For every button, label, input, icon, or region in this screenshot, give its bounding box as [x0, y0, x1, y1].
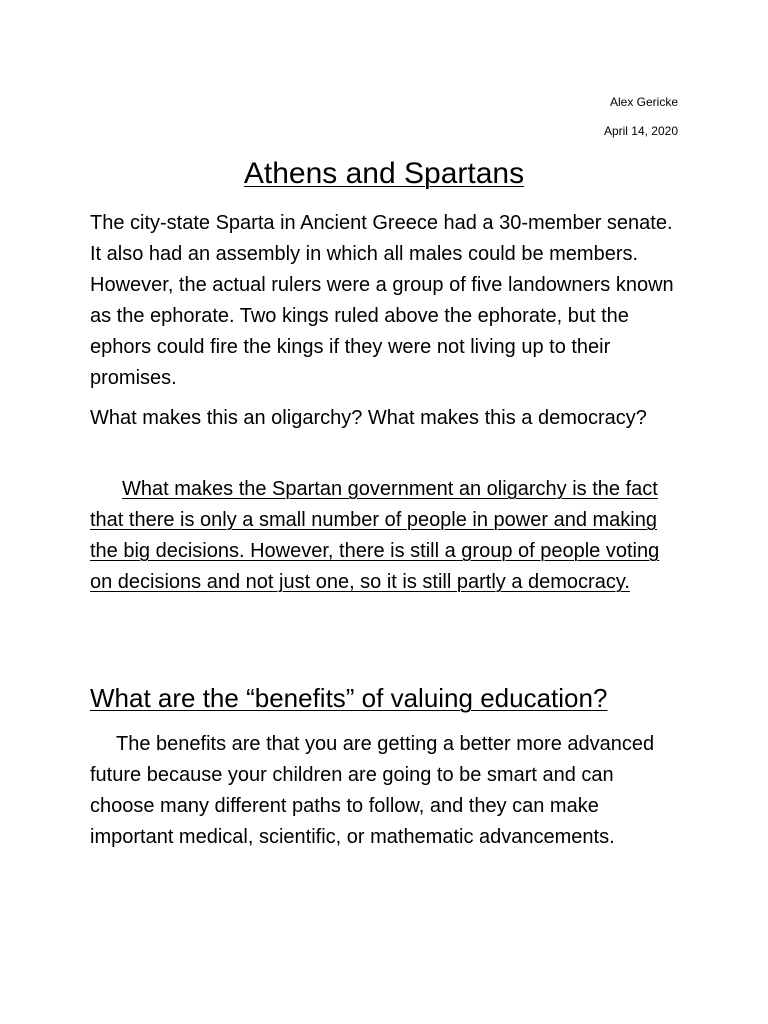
intro-paragraph: The city-state Sparta in Ancient Greece had a 30-member senate. It also had an assembly in which all males could be members. However, the actual rulers were a group of five landowners known as the ephorate. Two kings ruled above the ephorate, but the ephors could fire the kings if they were not living up to their promises. [90, 212, 674, 389]
answer-paragraph-1: What makes the Spartan government an oligarchy is the fact that there is only a small number of people in power and making the big decisions. However, there is still a group of people voting on decisions and not just one, so it is still partly a democracy. [90, 478, 660, 593]
answer-paragraph-2: The benefits are that you are getting a better more advanced future because your children are going to be smart and can choose many different paths to follow, and they can make important medical, scientific, or mathematic advancements. [90, 733, 655, 848]
document-title: Athens and Spartans [243, 157, 525, 190]
document-date: April 14, 2020 [603, 124, 678, 138]
section-heading: What are the “benefits” of valuing education? [90, 683, 608, 713]
author-name: Alex Gericke [609, 95, 678, 109]
question-paragraph: What makes this an oligarchy? What makes this a democracy? [90, 407, 647, 429]
